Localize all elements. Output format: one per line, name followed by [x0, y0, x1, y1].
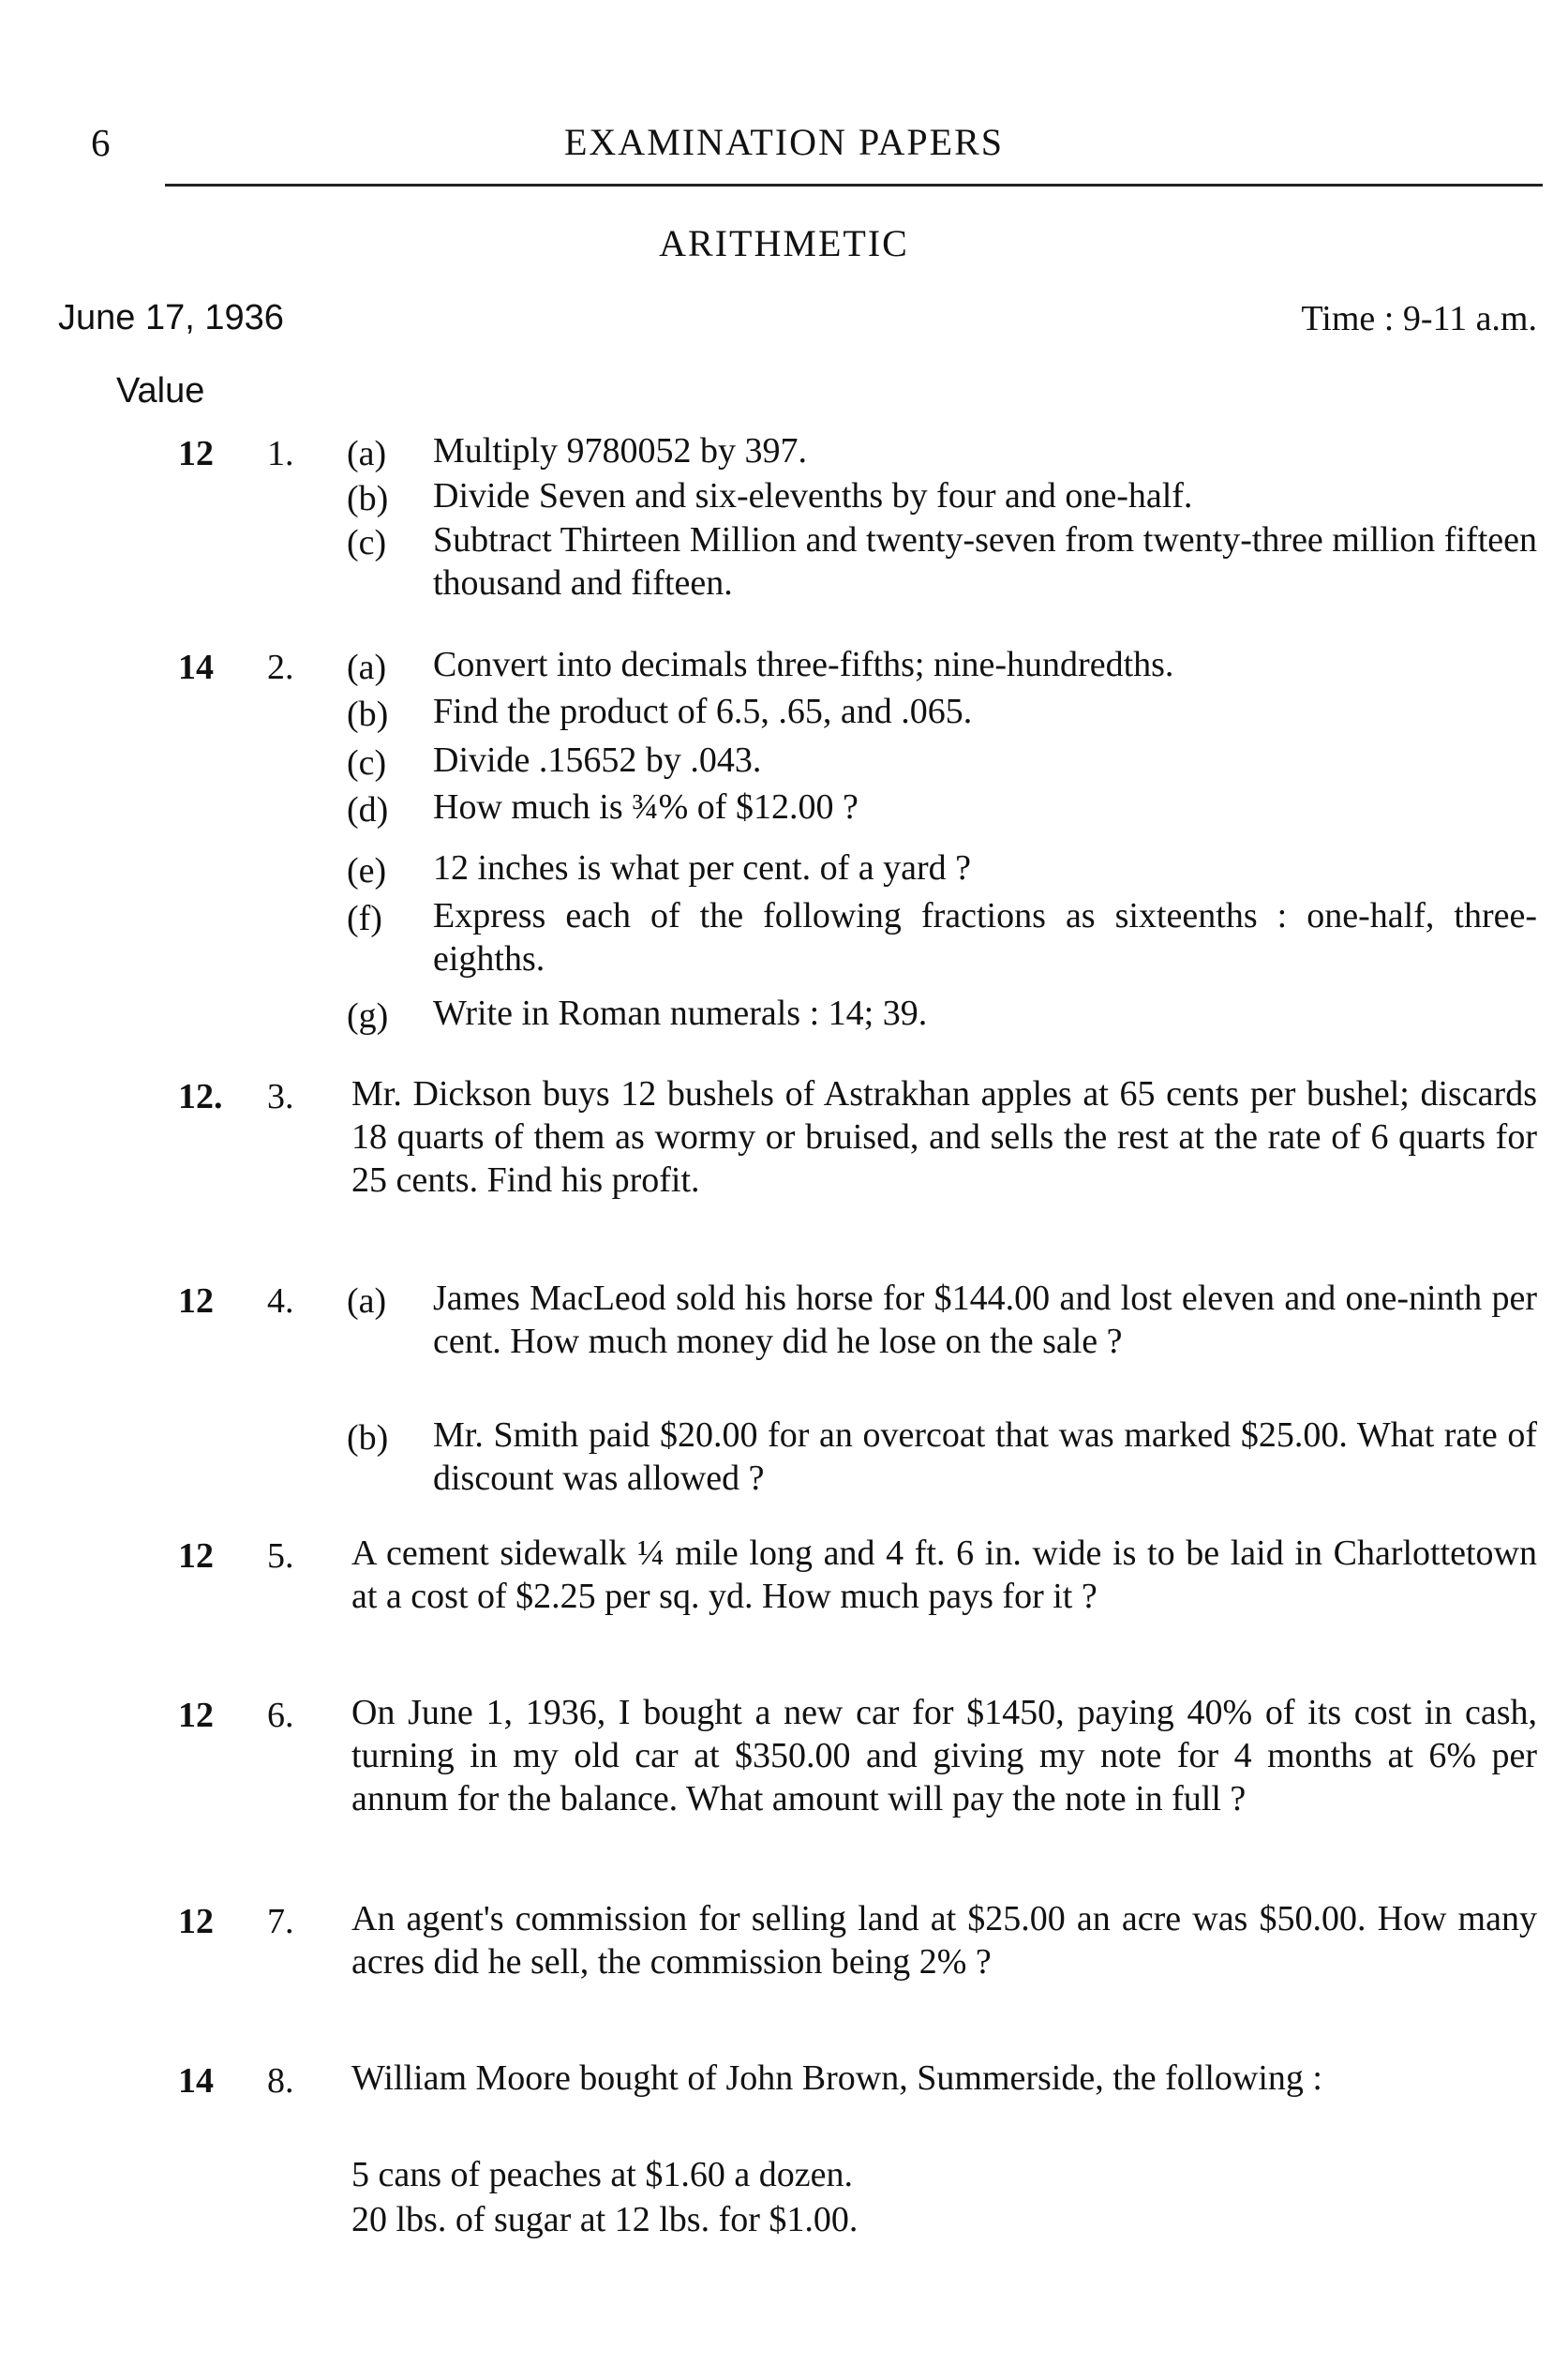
part-text: 12 inches is what per cent. of a yard ?: [433, 848, 972, 888]
part-text: How much is ¾% of $12.00 ?: [433, 787, 859, 827]
part-label: (f): [347, 899, 382, 938]
question-number: 4.: [267, 1281, 294, 1321]
question-value: 12: [178, 1281, 214, 1321]
question-text: On June 1, 1936, I bought a new car for $1450, paying 40% of its cost in cash, turning in my old car at $350.00 and giving my note for 4 months at 6% per annum for the balance. What amount will pay the note in full ?: [351, 1693, 1537, 1818]
part-text: James MacLeod sold his horse for $144.00 and lost eleven and one-ninth per cent. How much money did he lose on the sale ?: [433, 1279, 1537, 1361]
part-text: Write in Roman numerals : 14; 39.: [433, 994, 928, 1033]
question-value: 12: [178, 1902, 214, 1941]
question-value: 14: [178, 648, 214, 687]
question-text: A cement sidewalk ¼ mile long and 4 ft. 6 in. wide is to be laid in Charlottetown at a cost of $2.25 per sq. yd. How much pays for it ?: [351, 1534, 1537, 1616]
subject-title: ARITHMETIC: [659, 222, 909, 264]
question-value: 14: [178, 2061, 214, 2101]
part-label: (a): [347, 648, 387, 687]
exam-time: Time : 9-11 a.m.: [1301, 299, 1537, 338]
question-value: 12: [178, 1696, 214, 1735]
question-value: 12: [178, 434, 214, 473]
question-number: 7.: [267, 1902, 294, 1941]
part-text: Subtract Thirteen Million and twenty-seven from twenty-three million fifteen thousand and fifteen.: [433, 520, 1537, 603]
question-value: 12.: [178, 1077, 223, 1116]
page-number: 6: [91, 121, 111, 164]
part-text: Multiply 9780052 by 397.: [433, 431, 808, 471]
question-text: An agent's commission for selling land at $25.00 an acre was $50.00. How many acres did he sell, the commission being 2% ?: [351, 1899, 1537, 1982]
question-number: 5.: [267, 1536, 294, 1576]
list-item: 5 cans of peaches at $1.60 a dozen.: [351, 2155, 853, 2194]
question-text: William Moore bought of John Brown, Summerside, the following :: [351, 2058, 1322, 2098]
question-number: 2.: [267, 648, 294, 687]
part-text: Express each of the following fractions as sixteenths : one-half, three-eighths.: [433, 896, 1537, 979]
part-text: Find the product of 6.5, .65, and .065.: [433, 692, 973, 731]
part-label: (d): [347, 790, 389, 830]
part-text: Mr. Smith paid $20.00 for an overcoat that was marked $25.00. What rate of discount was allowed ?: [433, 1415, 1537, 1498]
question-number: 3.: [267, 1077, 294, 1116]
question-value: 12: [178, 1536, 214, 1576]
question-number: 6.: [267, 1696, 294, 1735]
part-label: (a): [347, 1281, 387, 1321]
part-text: Divide .15652 by .043.: [433, 741, 762, 780]
question-number: 1.: [267, 434, 294, 473]
part-label: (g): [347, 996, 389, 1036]
part-label: (e): [347, 851, 387, 890]
header-rule: [165, 184, 1543, 187]
part-label: (c): [347, 523, 387, 562]
exam-date: June 17, 1936: [58, 298, 284, 337]
part-text: Convert into decimals three-fifths; nine-hundredths.: [433, 645, 1174, 684]
part-text: Divide Seven and six-elevenths by four and one-half.: [433, 476, 1193, 516]
part-label: (b): [347, 479, 389, 518]
question-text: Mr. Dickson buys 12 bushels of Astrakhan apples at 65 cents per bushel; discards 18 quarts of them as wormy or bruised, and sells the rest at the rate of 6 quarts for 25 cents. Find his profit.: [351, 1074, 1537, 1200]
part-label: (a): [347, 434, 387, 473]
value-column-heading: Value: [116, 371, 205, 411]
question-number: 8.: [267, 2061, 294, 2101]
part-label: (b): [347, 1418, 389, 1458]
running-title: EXAMINATION PAPERS: [563, 121, 1005, 163]
part-label: (b): [347, 695, 389, 734]
part-label: (c): [347, 743, 387, 783]
list-item: 20 lbs. of sugar at 12 lbs. for $1.00.: [351, 2200, 859, 2239]
